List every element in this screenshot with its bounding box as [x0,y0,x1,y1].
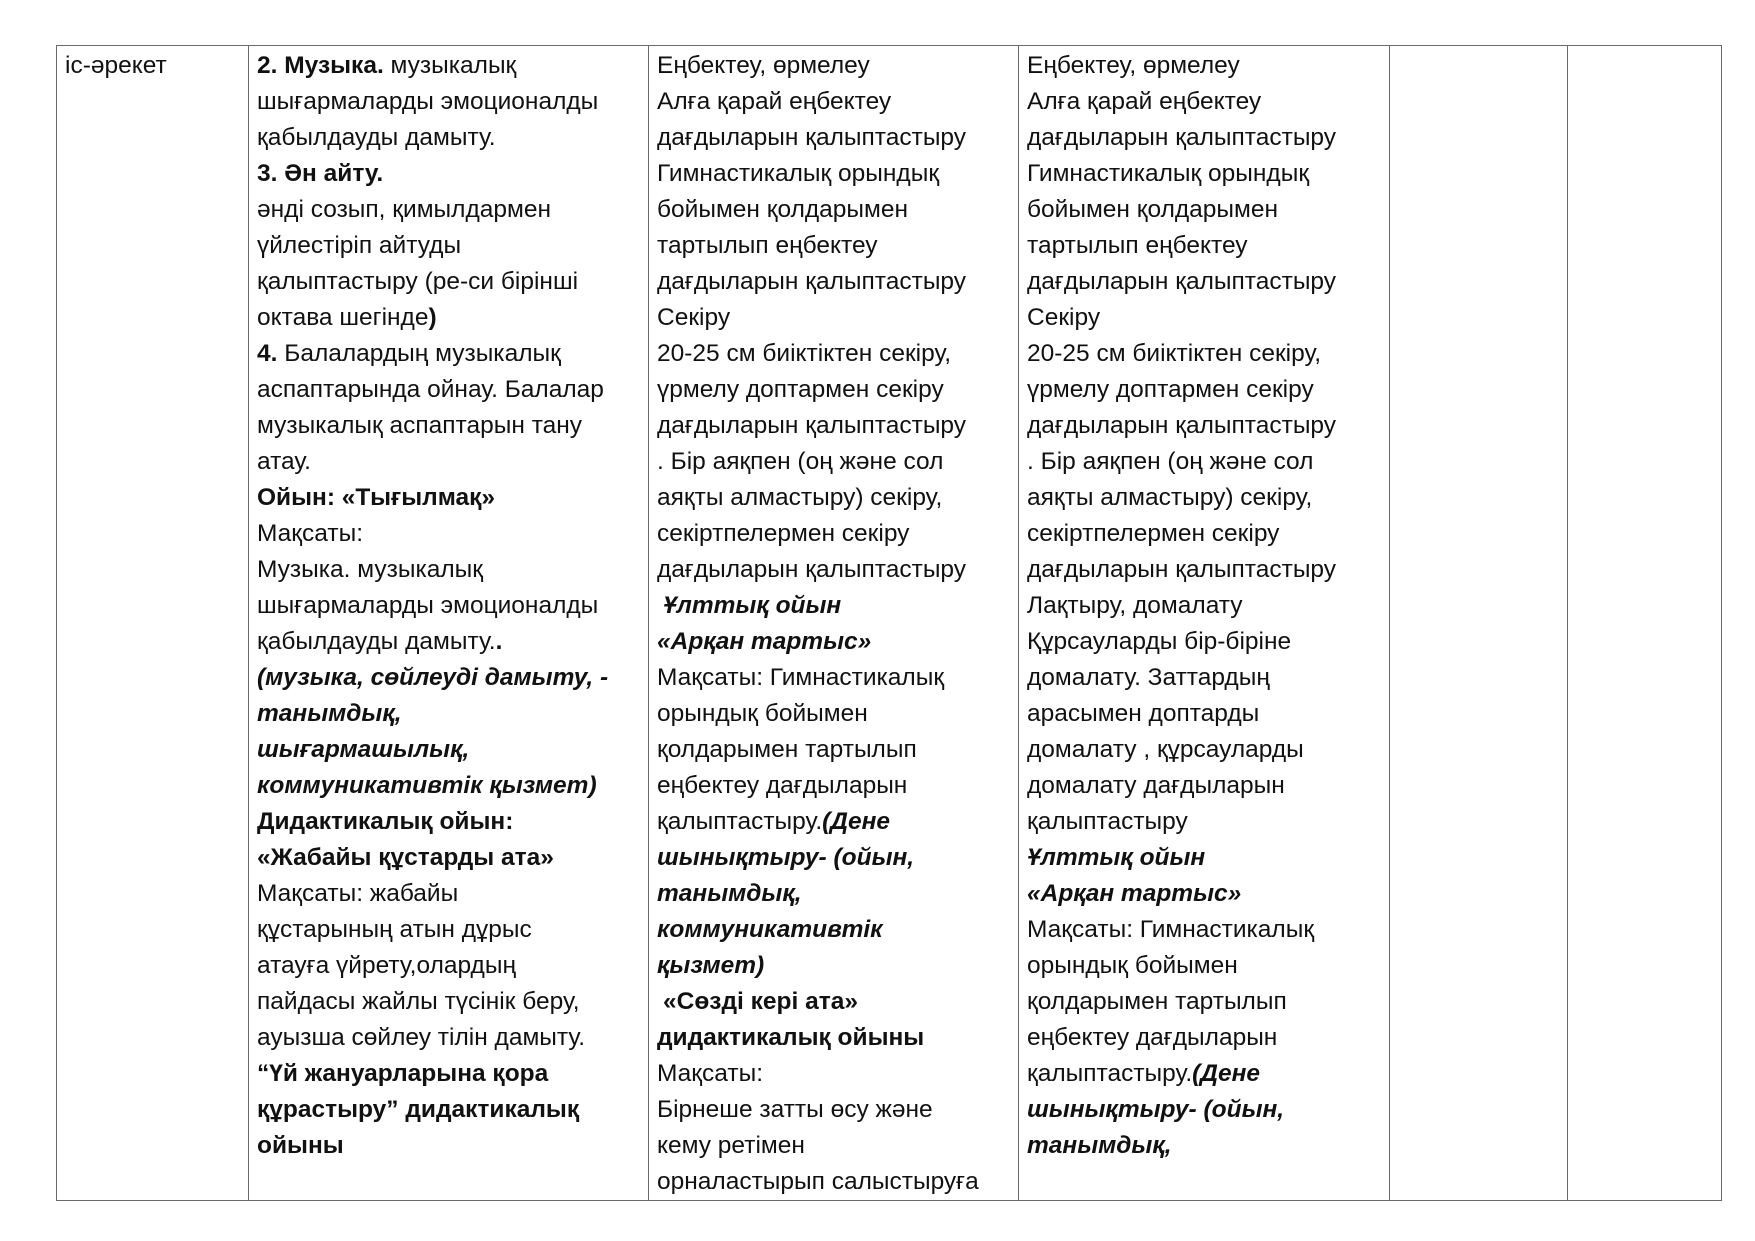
instruments-section-line: 4. Балалардың музыкалық [257,340,561,367]
text-line: Гимнастикалық орындық [657,160,940,187]
text-line: бойымен қолдарымен [657,196,909,223]
music-section-number: 2. Музыка. [257,52,384,79]
national-game-heading: Ұлттық ойын [663,592,842,619]
didactic-game-title: құрастыру” дидактикалық [257,1096,580,1123]
text-line: 20-25 см биіктіктен секіру, [1027,340,1322,367]
text-line: Құрсауларды бір-біріне [1027,628,1292,655]
text-line: пайдасы жайлы түсінік беру, [257,988,580,1015]
text-line: тартылып еңбектеу [1027,232,1248,259]
didactic-game-title: «Сөзді кері ата» [663,988,858,1015]
activity-areas-line: шығармашылық, [257,736,470,763]
text-line: қолдарымен тартылып [1027,988,1287,1015]
text-line: домалату , құрсауларды [1027,736,1304,763]
text-line: еңбектеу дағдыларын [1027,1024,1278,1051]
activity-areas-line: (музыка, сөйлеуді дамыту, - [257,664,609,691]
goal-label: Мақсаты: [257,520,364,547]
text-line: Гимнастикалық орындық [1027,160,1310,187]
text-line: орналастырып салыстыруға [657,1168,979,1195]
didactic-game-title: “Үй жануарларына қора [257,1060,549,1087]
text-line: 20-25 см биіктіктен секіру, [657,340,952,367]
text-line: . Бір аяқпен (оң және сол [657,448,944,475]
activity-label: іс-әрекет [65,52,167,79]
text-line: дағдыларын қалыптастыру [1027,556,1337,583]
activity-areas-line: танымдық, [1027,1132,1172,1159]
text-line: секіртпелермен секіру [1027,520,1280,547]
activity-areas-line: шынықтыру- (ойын, [657,844,915,871]
text-line: музыкалық аспаптарын тану [257,412,583,439]
text-line: атауға үйрету,олардың [257,952,516,979]
text-line: домалату дағдыларын [1027,772,1285,799]
activity-areas-line: қызмет) [657,952,765,979]
text-line: Еңбектеу, өрмелеу [1027,52,1240,79]
text-line: шығармаларды эмоционалды [257,592,599,619]
singing-section-heading: 3. Ән айту. [257,160,384,187]
physical-activities-cell-a [649,46,1019,1201]
text-line: қабылдауды дамыту.. [257,628,503,655]
text-line: қалыптастыру.(Дене [657,808,891,835]
activity-plan-table [56,45,1722,1201]
text-line: үйлестіріп айтуды [257,232,462,259]
national-game-title: «Арқан тартыс» [657,628,872,655]
text-line: Лақтыру, домалату [1027,592,1243,619]
text-line: орындық бойымен [1027,952,1238,979]
text-line: еңбектеу дағдыларын [657,772,908,799]
didactic-game-heading: дидактикалық ойыны [657,1024,925,1051]
text-line: үрмелу доптармен секіру [657,376,944,403]
text-line: Алға қарай еңбектеу [1027,88,1262,115]
empty-cell-thursday [1390,46,1568,1201]
text-line: дағдыларын қалыптастыру [1027,268,1337,295]
text-line: орындық бойымен [657,700,868,727]
text-line: домалату. Заттардың [1027,664,1270,691]
activity-areas-line: танымдық, [257,700,402,727]
text-line: Мақсаты: жабайы [257,880,459,907]
didactic-game-title: «Жабайы құстарды ата» [257,844,554,871]
table-row [57,46,1722,1201]
text-line: . Бір аяқпен (оң және сол [1027,448,1314,475]
text-line: әнді созып, қимылдармен [257,196,551,223]
text-line: Музыка. музыкалық [257,556,483,583]
text-line: дағдыларын қалыптастыру [657,268,967,295]
text-line: Мақсаты: Гимнастикалық [657,664,945,691]
text-line: кему ретімен [657,1132,805,1159]
activity-areas-line: танымдық, [657,880,802,907]
activity-areas-line: коммуникативтік [657,916,883,943]
text-line: атау. [257,448,311,475]
physical-activities-cell-b [1019,46,1390,1201]
text-line: қалыптастыру.(Дене [1027,1060,1261,1087]
activity-label-cell [57,46,249,1201]
didactic-game-heading: Дидактикалық ойын: [257,808,514,835]
activity-areas-line: коммуникативтік қызмет) [257,772,597,799]
text-line: құстарының атын дұрыс [257,916,532,943]
text-line: октава шегінде) [257,304,437,331]
didactic-game-title: ойыны [257,1132,344,1159]
text-line: қалыптастыру [1027,808,1188,835]
text-line: Мақсаты: Гимнастикалық [1027,916,1315,943]
text-line: үрмелу доптармен секіру [1027,376,1314,403]
text-line: аяқты алмастыру) секіру, [1027,484,1313,511]
text-line: аяқты алмастыру) секіру, [657,484,943,511]
text-line: ауызша сөйлеу тілін дамыту. [257,1024,586,1051]
text-line: дағдыларын қалыптастыру [657,556,967,583]
music-activities-cell [249,46,649,1201]
text-line: дағдыларын қалыптастыру [657,412,967,439]
text-line: Алға қарай еңбектеу [657,88,892,115]
text-line: секіртпелермен секіру [657,520,910,547]
text-line: Бірнеше затты өсу және [657,1096,933,1123]
national-game-heading: Ұлттық ойын [1027,844,1206,871]
text-line: Еңбектеу, өрмелеу [657,52,870,79]
empty-cell-friday [1568,46,1722,1201]
text-line: қалыптастыру (ре-си бірінші [257,268,579,295]
text-line: Секіру [1027,304,1101,331]
text-line: бойымен қолдарымен [1027,196,1279,223]
game-title: Ойын: «Тығылмақ» [257,484,496,511]
text-line: шығармаларды эмоционалды [257,88,599,115]
national-game-title: «Арқан тартыс» [1027,880,1242,907]
text-line: дағдыларын қалыптастыру [657,124,967,151]
music-section-line: 2. Музыка. музыкалық [257,52,517,79]
activity-areas-line: шынықтыру- (ойын, [1027,1096,1285,1123]
text-line: арасымен доптарды [1027,700,1260,727]
goal-label: Мақсаты: [657,1060,764,1087]
text-line: дағдыларын қалыптастыру [1027,412,1337,439]
text-line: аспаптарында ойнау. Балалар [257,376,604,403]
text-line: Секіру [657,304,731,331]
text-line: дағдыларын қалыптастыру [1027,124,1337,151]
text-line: қабылдауды дамыту. [257,124,496,151]
text-line: қолдарымен тартылып [657,736,917,763]
text-line: тартылып еңбектеу [657,232,878,259]
